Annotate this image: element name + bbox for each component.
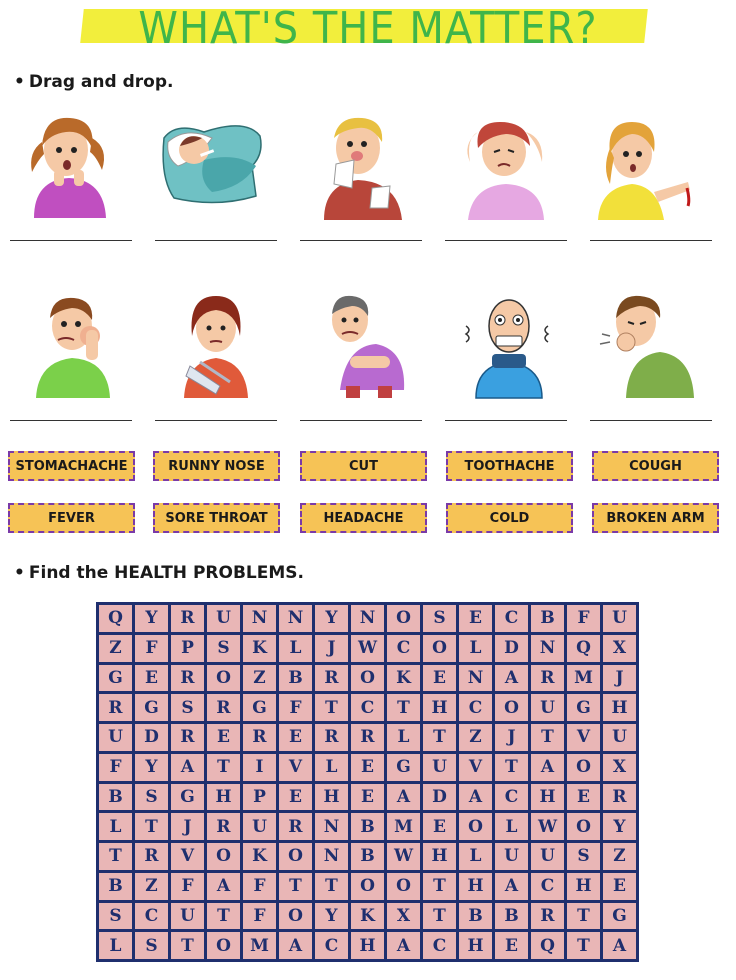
grid-cell[interactable]: H (603, 694, 636, 721)
man-cold-shivering-icon (452, 286, 562, 401)
grid-cell[interactable]: O (279, 903, 312, 930)
grid-cell[interactable]: M (243, 932, 276, 959)
grid-cell[interactable]: Q (531, 932, 564, 959)
grid-cell[interactable]: U (603, 605, 636, 632)
grid-cell[interactable]: O (207, 932, 240, 959)
grid-cell[interactable]: K (351, 903, 384, 930)
word-search-grid (96, 602, 639, 962)
grid-cell[interactable]: U (423, 754, 456, 781)
grid-cell[interactable]: V (567, 724, 600, 751)
grid-cell[interactable]: G (567, 694, 600, 721)
grid-cell[interactable]: W (387, 843, 420, 870)
grid-cell[interactable]: R (603, 784, 636, 811)
grid-cell[interactable]: F (243, 903, 276, 930)
answer-blank-8[interactable] (300, 420, 422, 421)
grid-cell[interactable]: T (99, 843, 132, 870)
grid-cell[interactable]: C (135, 903, 168, 930)
grid-cell[interactable]: T (315, 694, 348, 721)
grid-cell[interactable]: O (459, 813, 492, 840)
grid-cell[interactable]: O (567, 754, 600, 781)
grid-cell[interactable]: G (171, 784, 204, 811)
grid-cell[interactable]: J (315, 635, 348, 662)
grid-cell[interactable]: R (279, 813, 312, 840)
grid-cell[interactable]: A (495, 873, 528, 900)
grid-cell[interactable]: D (495, 635, 528, 662)
grid-cell[interactable]: B (351, 843, 384, 870)
answer-blank-10[interactable] (590, 420, 712, 421)
grid-cell[interactable]: J (495, 724, 528, 751)
boy-toothache-icon (14, 286, 124, 401)
grid-cell[interactable]: T (135, 813, 168, 840)
grid-cell[interactable]: E (207, 724, 240, 751)
grid-cell[interactable]: A (531, 754, 564, 781)
grid-cell[interactable]: C (351, 694, 384, 721)
grid-cell[interactable]: T (171, 932, 204, 959)
grid-cell[interactable]: A (387, 784, 420, 811)
grid-cell[interactable]: C (387, 635, 420, 662)
grid-cell[interactable]: B (99, 784, 132, 811)
grid-cell[interactable]: Z (459, 724, 492, 751)
grid-cell[interactable]: U (603, 724, 636, 751)
grid-cell[interactable]: E (459, 605, 492, 632)
grid-cell[interactable]: S (207, 635, 240, 662)
grid-cell[interactable]: E (423, 665, 456, 692)
grid-cell[interactable]: Q (99, 605, 132, 632)
grid-cell[interactable]: H (207, 784, 240, 811)
answer-blank-9[interactable] (445, 420, 567, 421)
grid-cell[interactable]: Q (567, 635, 600, 662)
bullet: • (14, 563, 25, 583)
grid-cell[interactable]: R (171, 724, 204, 751)
word-card-headache[interactable]: HEADACHE (300, 503, 427, 533)
grid-cell[interactable]: L (495, 813, 528, 840)
grid-cell[interactable]: Y (135, 754, 168, 781)
grid-cell[interactable]: L (279, 635, 312, 662)
word-card-stomachache[interactable]: STOMACHACHE (8, 451, 135, 481)
grid-cell[interactable]: L (99, 813, 132, 840)
grid-cell[interactable]: K (387, 665, 420, 692)
grid-cell[interactable]: W (351, 635, 384, 662)
word-card-runny-nose[interactable]: RUNNY NOSE (153, 451, 280, 481)
word-card-fever[interactable]: FEVER (8, 503, 135, 533)
grid-cell[interactable]: T (279, 873, 312, 900)
bullet: • (14, 72, 25, 92)
grid-cell[interactable]: F (171, 873, 204, 900)
grid-cell[interactable]: S (423, 605, 456, 632)
grid-cell[interactable]: R (135, 843, 168, 870)
man-cough-icon (596, 286, 706, 401)
grid-cell[interactable]: N (531, 635, 564, 662)
grid-cell[interactable]: G (243, 694, 276, 721)
grid-cell[interactable]: R (351, 724, 384, 751)
grid-cell[interactable]: F (243, 873, 276, 900)
grid-cell[interactable]: N (279, 605, 312, 632)
grid-cell[interactable]: D (423, 784, 456, 811)
grid-cell[interactable]: B (351, 813, 384, 840)
grid-cell[interactable]: B (531, 605, 564, 632)
grid-cell[interactable]: I (243, 754, 276, 781)
grid-cell[interactable]: A (387, 932, 420, 959)
grid-cell[interactable]: L (459, 635, 492, 662)
grid-cell[interactable]: N (459, 665, 492, 692)
grid-cell[interactable]: A (459, 784, 492, 811)
grid-cell[interactable]: U (171, 903, 204, 930)
grid-cell[interactable]: T (387, 694, 420, 721)
grid-cell[interactable]: H (459, 932, 492, 959)
grid-cell[interactable]: A (279, 932, 312, 959)
grid-cell[interactable]: G (135, 694, 168, 721)
grid-cell[interactable]: W (531, 813, 564, 840)
grid-cell[interactable]: J (603, 665, 636, 692)
grid-cell[interactable]: C (423, 932, 456, 959)
grid-cell[interactable]: T (567, 903, 600, 930)
find-health-problems-heading (14, 563, 304, 583)
answer-blank-5[interactable] (590, 240, 712, 241)
drag-drop-heading (14, 72, 173, 92)
grid-cell[interactable]: S (99, 903, 132, 930)
grid-cell[interactable]: K (243, 635, 276, 662)
grid-cell[interactable]: F (279, 694, 312, 721)
grid-cell[interactable]: Y (315, 903, 348, 930)
grid-cell[interactable]: R (171, 665, 204, 692)
answer-blank-6[interactable] (10, 420, 132, 421)
grid-cell[interactable]: E (279, 784, 312, 811)
grid-cell[interactable]: T (567, 932, 600, 959)
grid-cell[interactable]: H (423, 694, 456, 721)
grid-cell[interactable]: A (495, 665, 528, 692)
grid-cell[interactable]: X (603, 754, 636, 781)
grid-cell[interactable]: Z (135, 873, 168, 900)
grid-cell[interactable]: Y (315, 605, 348, 632)
grid-cell[interactable]: S (135, 932, 168, 959)
grid-cell[interactable]: E (351, 784, 384, 811)
grid-cell[interactable]: E (423, 813, 456, 840)
grid-cell[interactable]: B (279, 665, 312, 692)
grid-cell[interactable]: G (387, 754, 420, 781)
grid-cell[interactable]: V (459, 754, 492, 781)
grid-cell[interactable]: A (171, 754, 204, 781)
grid-cell[interactable]: E (351, 754, 384, 781)
word-card-cold[interactable]: COLD (446, 503, 573, 533)
grid-cell[interactable]: E (495, 932, 528, 959)
grid-cell[interactable]: E (567, 784, 600, 811)
grid-cell[interactable]: G (603, 903, 636, 930)
grid-cell[interactable]: X (387, 903, 420, 930)
grid-cell[interactable]: T (531, 724, 564, 751)
grid-cell[interactable]: T (207, 903, 240, 930)
grid-cell[interactable]: S (567, 843, 600, 870)
grid-cell[interactable]: C (459, 694, 492, 721)
drag-drop-label: Drag and drop. (28, 72, 174, 92)
answer-blank-2[interactable] (155, 240, 277, 241)
word-card-cough[interactable]: COUGH (592, 451, 719, 481)
word-card-broken-arm[interactable]: BROKEN ARM (592, 503, 719, 533)
grid-cell[interactable]: C (315, 932, 348, 959)
grid-cell[interactable]: C (495, 784, 528, 811)
grid-cell[interactable]: P (171, 635, 204, 662)
word-card-sore-throat[interactable]: SORE THROAT (153, 503, 280, 533)
grid-cell[interactable]: O (351, 873, 384, 900)
grid-cell[interactable]: V (171, 843, 204, 870)
answer-blank-7[interactable] (155, 420, 277, 421)
grid-cell[interactable]: B (99, 873, 132, 900)
grid-cell[interactable]: E (603, 873, 636, 900)
grid-cell[interactable]: X (603, 635, 636, 662)
grid-cell[interactable]: R (207, 694, 240, 721)
grid-cell[interactable]: L (387, 724, 420, 751)
answer-blank-3[interactable] (300, 240, 422, 241)
grid-cell[interactable]: N (243, 605, 276, 632)
grid-cell[interactable]: R (315, 724, 348, 751)
grid-cell[interactable]: O (351, 665, 384, 692)
grid-cell[interactable]: H (423, 843, 456, 870)
grid-cell[interactable]: E (279, 724, 312, 751)
grid-cell[interactable]: U (531, 694, 564, 721)
grid-cell[interactable]: A (207, 873, 240, 900)
grid-cell[interactable]: T (207, 754, 240, 781)
grid-cell[interactable]: T (423, 903, 456, 930)
grid-cell[interactable]: O (567, 813, 600, 840)
grid-cell[interactable]: T (423, 873, 456, 900)
grid-cell[interactable]: O (423, 635, 456, 662)
grid-cell[interactable]: H (567, 873, 600, 900)
grid-cell[interactable]: H (351, 932, 384, 959)
grid-cell[interactable]: B (459, 903, 492, 930)
answer-blank-1[interactable] (10, 240, 132, 241)
grid-cell[interactable]: L (315, 754, 348, 781)
grid-cell[interactable]: Y (135, 605, 168, 632)
grid-cell[interactable]: T (315, 873, 348, 900)
grid-cell[interactable]: R (531, 665, 564, 692)
grid-cell[interactable]: E (135, 665, 168, 692)
grid-cell[interactable]: L (459, 843, 492, 870)
grid-cell[interactable]: H (315, 784, 348, 811)
grid-cell[interactable]: H (531, 784, 564, 811)
grid-cell[interactable]: O (387, 605, 420, 632)
grid-cell[interactable]: O (387, 873, 420, 900)
grid-cell[interactable]: D (135, 724, 168, 751)
grid-cell[interactable]: R (315, 665, 348, 692)
man-stomachache-icon (306, 286, 416, 401)
find-health-problems-label: Find the HEALTH PROBLEMS. (28, 563, 304, 583)
grid-cell[interactable]: Y (603, 813, 636, 840)
word-card-toothache[interactable]: TOOTHACHE (446, 451, 573, 481)
grid-cell[interactable]: M (567, 665, 600, 692)
grid-cell[interactable]: F (567, 605, 600, 632)
grid-cell[interactable]: R (171, 605, 204, 632)
grid-cell[interactable]: R (99, 694, 132, 721)
woman-headache-icon (448, 108, 558, 223)
boy-runny-nose-icon (302, 108, 412, 223)
grid-cell[interactable]: N (315, 813, 348, 840)
grid-cell[interactable]: S (135, 784, 168, 811)
girl-broken-arm-icon (160, 286, 270, 401)
grid-cell[interactable]: S (171, 694, 204, 721)
grid-cell[interactable]: U (99, 724, 132, 751)
grid-cell[interactable]: O (207, 665, 240, 692)
grid-cell[interactable]: M (387, 813, 420, 840)
child-in-bed-fever-icon (156, 108, 266, 223)
grid-cell[interactable]: V (279, 754, 312, 781)
grid-cell[interactable]: R (207, 813, 240, 840)
grid-cell[interactable]: H (459, 873, 492, 900)
grid-cell[interactable]: Z (99, 635, 132, 662)
grid-cell[interactable]: C (531, 873, 564, 900)
grid-cell[interactable]: R (531, 903, 564, 930)
page-title: WHAT'S THE MATTER? (138, 4, 598, 54)
grid-cell[interactable]: U (531, 843, 564, 870)
grid-cell[interactable]: A (603, 932, 636, 959)
grid-cell[interactable]: N (315, 843, 348, 870)
girl-sore-throat-icon (14, 108, 124, 223)
answer-blank-4[interactable] (445, 240, 567, 241)
grid-cell[interactable]: G (99, 665, 132, 692)
grid-cell[interactable]: B (495, 903, 528, 930)
grid-cell[interactable]: Z (243, 665, 276, 692)
grid-cell[interactable]: P (243, 784, 276, 811)
grid-cell[interactable]: R (243, 724, 276, 751)
grid-cell[interactable]: T (495, 754, 528, 781)
girl-cut-finger-icon (592, 108, 702, 223)
grid-cell[interactable]: K (243, 843, 276, 870)
grid-cell[interactable]: U (243, 813, 276, 840)
grid-cell[interactable]: U (207, 605, 240, 632)
grid-cell[interactable]: O (207, 843, 240, 870)
grid-cell[interactable]: F (135, 635, 168, 662)
grid-cell[interactable]: T (423, 724, 456, 751)
grid-cell[interactable]: U (495, 843, 528, 870)
grid-cell[interactable]: O (279, 843, 312, 870)
grid-cell[interactable]: L (99, 932, 132, 959)
grid-cell[interactable]: C (495, 605, 528, 632)
grid-cell[interactable]: N (351, 605, 384, 632)
grid-cell[interactable]: Z (603, 843, 636, 870)
grid-cell[interactable]: J (171, 813, 204, 840)
grid-cell[interactable]: O (495, 694, 528, 721)
word-card-cut[interactable]: CUT (300, 451, 427, 481)
grid-cell[interactable]: F (99, 754, 132, 781)
